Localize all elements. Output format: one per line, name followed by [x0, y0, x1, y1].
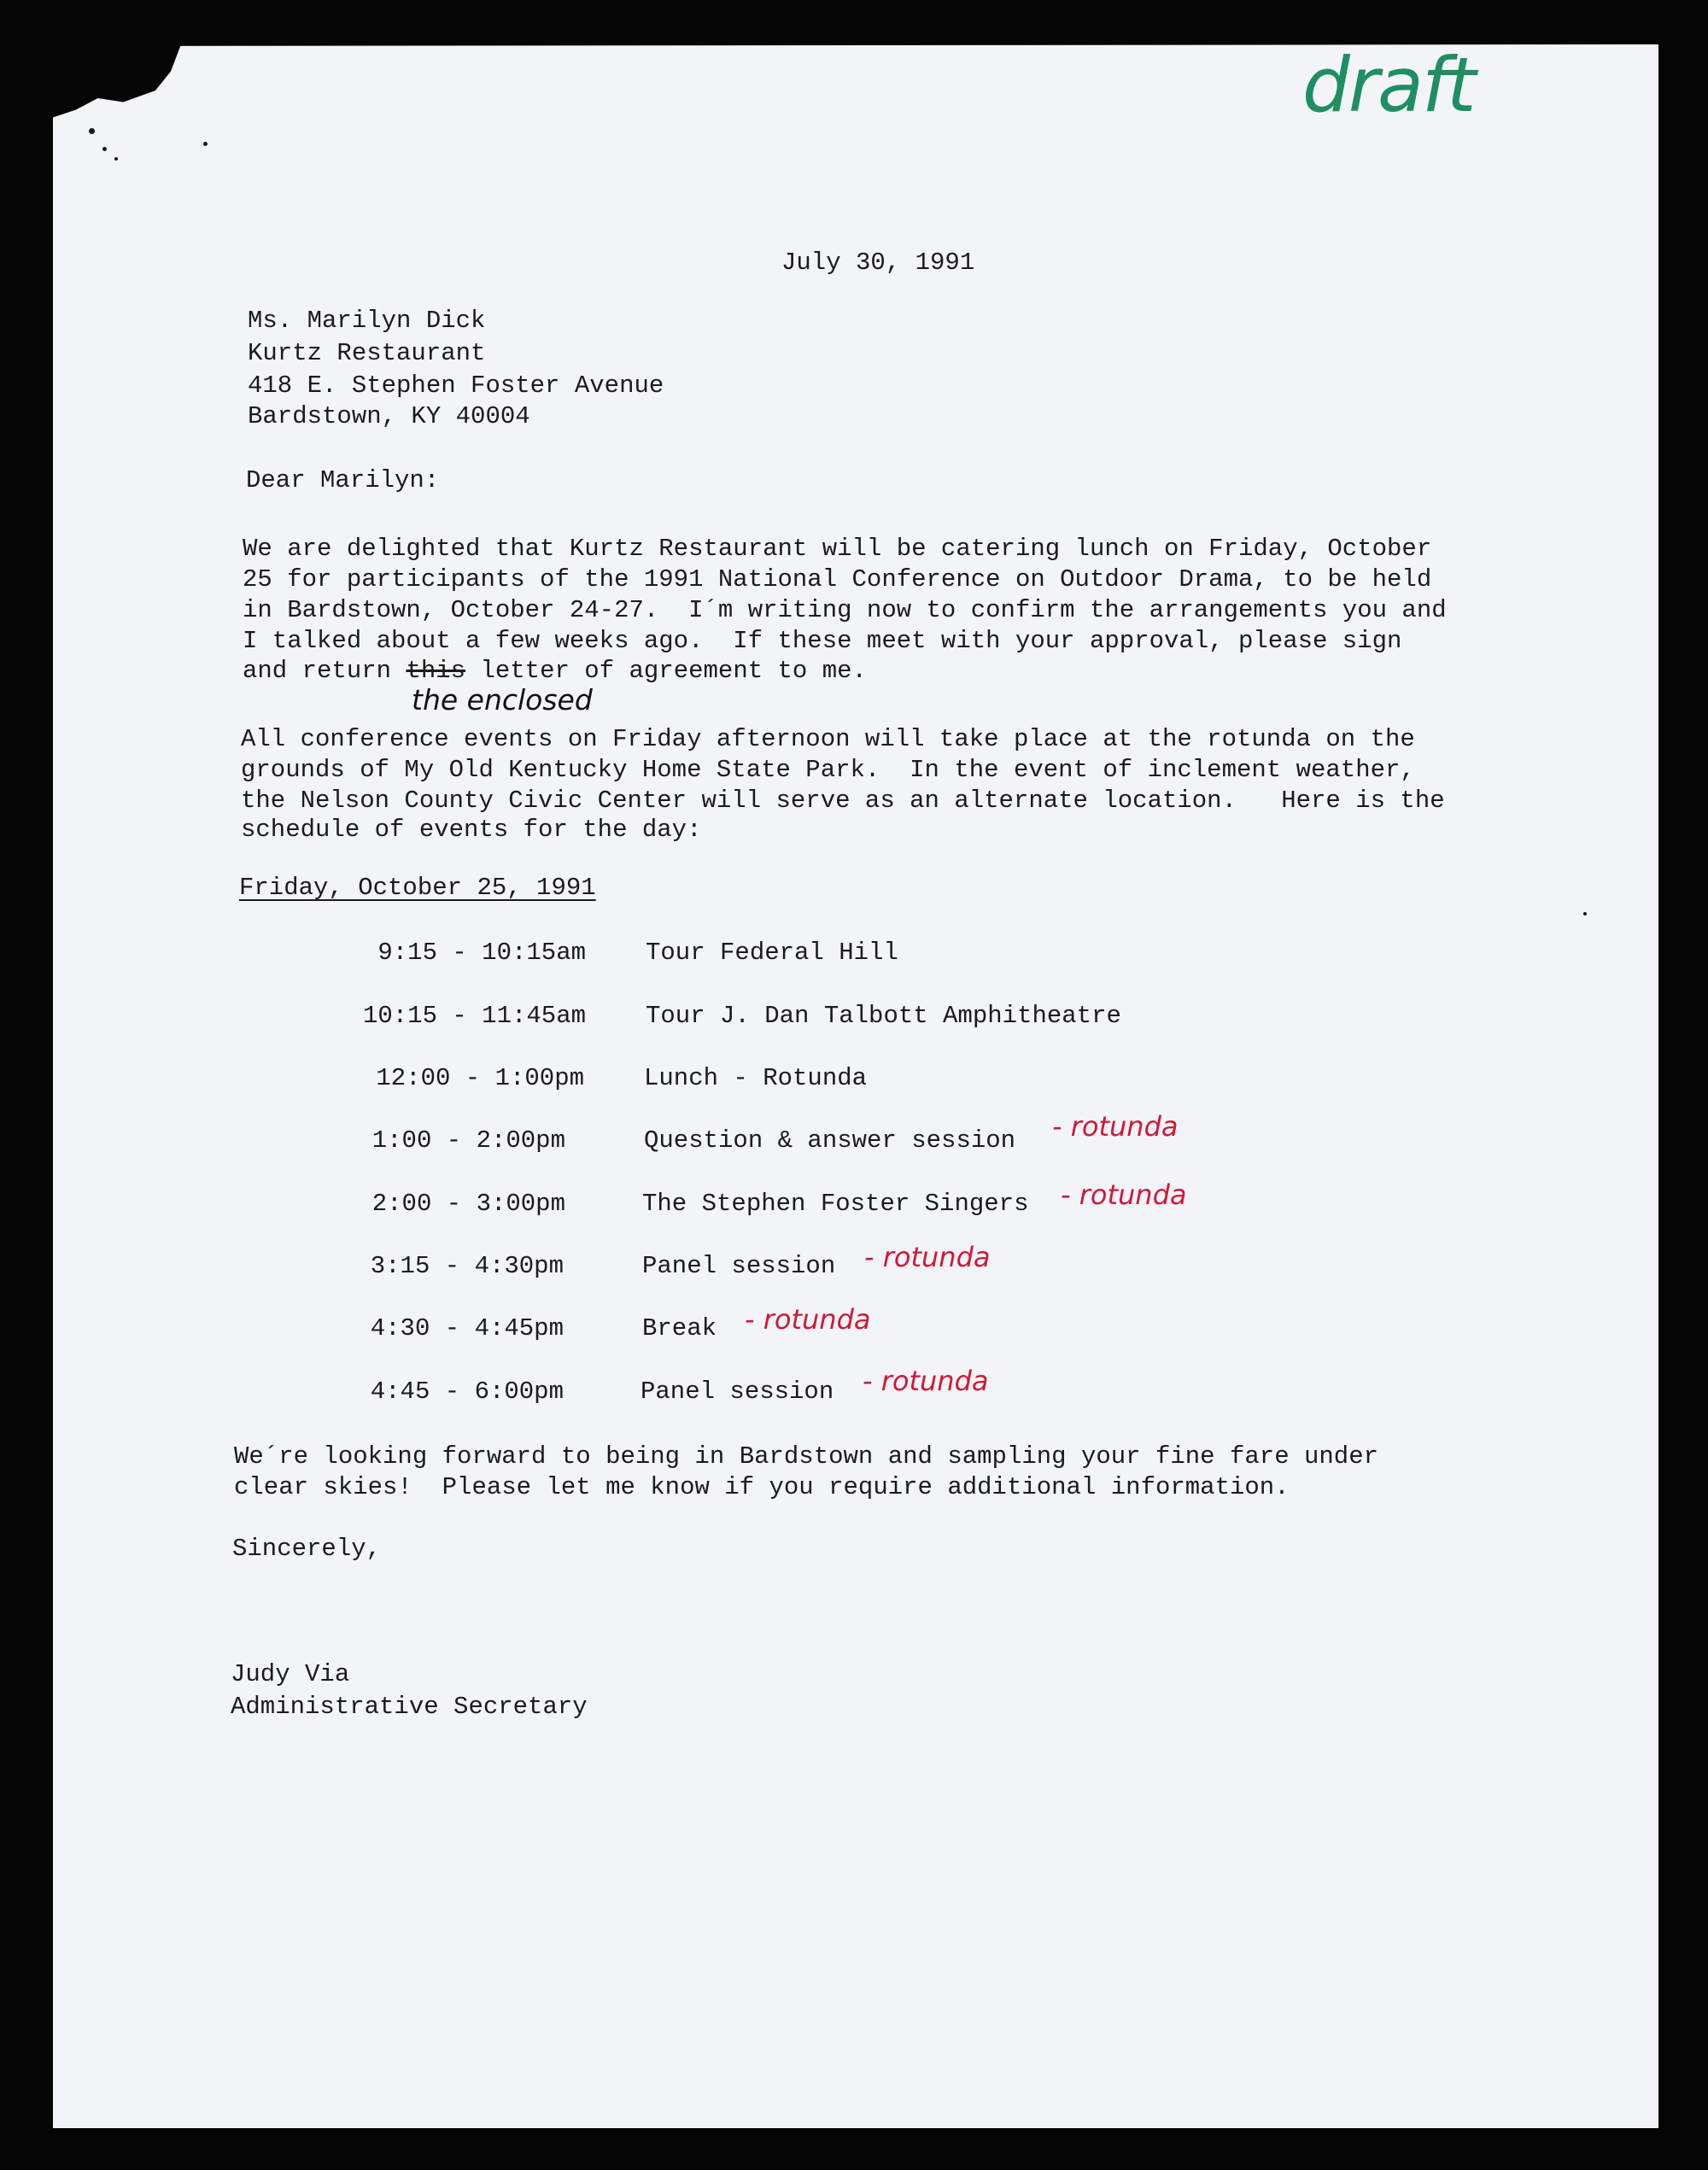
- recipient-company: Kurtz Restaurant: [248, 339, 486, 367]
- paper-speck: [89, 128, 95, 134]
- struck-word: this: [406, 657, 466, 685]
- paragraph1-line2: 25 for participants of the 1991 National Conference on Outdoor Drama, to be held: [243, 565, 1432, 594]
- schedule-event: Break: [642, 1314, 717, 1342]
- schedule-event: Panel session: [640, 1377, 834, 1406]
- schedule-row: [0, 1179, 1708, 1223]
- schedule-event: Question & answer session: [644, 1126, 1016, 1155]
- signer-name: Judy Via: [231, 1660, 350, 1688]
- schedule-time: 4:30 - 4:45pm: [370, 1314, 564, 1342]
- schedule-event: The Stephen Foster Singers: [642, 1190, 1029, 1218]
- schedule-time: 4:45 - 6:00pm: [370, 1377, 564, 1406]
- paper-speck: [203, 142, 208, 146]
- schedule-time: 1:00 - 2:00pm: [371, 1126, 565, 1155]
- paragraph1-line4: I talked about a few weeks ago. If these meet with your approval, please sign: [243, 627, 1402, 655]
- paragraph1-line5: [243, 656, 867, 686]
- handwritten-insertion: the enclosed: [412, 683, 593, 717]
- closing-line2: clear skies! Please let me know if you require additional information.: [234, 1473, 1290, 1501]
- rotunda-annotation: - rotunda: [745, 1303, 871, 1336]
- rotunda-annotation: - rotunda: [1061, 1179, 1187, 1211]
- schedule-time: 10:15 - 11:45am: [362, 1002, 586, 1030]
- rotunda-annotation: - rotunda: [1052, 1110, 1179, 1143]
- paper-speck: [114, 157, 118, 161]
- paragraph2-line4: schedule of events for the day:: [241, 816, 702, 844]
- draft-annotation: draft: [1302, 41, 1475, 129]
- schedule-time: 9:15 - 10:15am: [377, 939, 586, 967]
- schedule-time: 3:15 - 4:30pm: [370, 1252, 564, 1280]
- signer-title: Administrative Secretary: [231, 1693, 588, 1721]
- line5-end: letter of agreement to me.: [465, 657, 867, 685]
- schedule-time: 12:00 - 1:00pm: [376, 1064, 584, 1092]
- paragraph1-line3: in Bardstown, October 24-27. I´m writing now to confirm the arrangements you and: [243, 596, 1447, 624]
- schedule-heading: Friday, October 25, 1991: [239, 874, 596, 902]
- paper-speck: [1583, 912, 1587, 915]
- paragraph2-line3: the Nelson County Civic Center will serve as an alternate location. Here is the: [241, 787, 1445, 815]
- schedule-event: Panel session: [642, 1252, 836, 1280]
- recipient-city: Bardstown, KY 40004: [248, 402, 530, 430]
- paragraph1-line1: We are delighted that Kurtz Restaurant will be catering lunch on Friday, October: [243, 535, 1432, 563]
- paper-speck: [102, 147, 107, 151]
- schedule-row: [0, 938, 1708, 972]
- schedule-row: [0, 1241, 1708, 1285]
- closing-salutation: Sincerely,: [232, 1535, 382, 1563]
- recipient-name: Ms. Marilyn Dick: [248, 307, 486, 335]
- schedule-time: 2:00 - 3:00pm: [371, 1190, 565, 1218]
- line5-start: and return: [243, 657, 407, 685]
- closing-line1: We´re looking forward to being in Bardstown and sampling your fine fare under: [234, 1442, 1379, 1471]
- schedule-event: Tour J. Dan Talbott Amphitheatre: [646, 1002, 1121, 1030]
- schedule-event: Lunch - Rotunda: [644, 1064, 868, 1092]
- rotunda-annotation: - rotunda: [863, 1365, 989, 1397]
- paragraph2-line1: All conference events on Friday afternoon will take place at the rotunda on the: [241, 725, 1415, 753]
- schedule-row: [0, 1063, 1708, 1097]
- paragraph2-line2: grounds of My Old Kentucky Home State Park. In the event of inclement weather,: [241, 756, 1415, 784]
- schedule-row: [0, 1365, 1708, 1411]
- recipient-street: 418 E. Stephen Foster Avenue: [248, 371, 664, 400]
- schedule-row: [0, 1303, 1708, 1348]
- letter-date: July 30, 1991: [781, 249, 975, 277]
- schedule-row: [0, 1110, 1708, 1160]
- rotunda-annotation: - rotunda: [864, 1241, 991, 1273]
- salutation: Dear Marilyn:: [246, 466, 440, 494]
- schedule-event: Tour Federal Hill: [646, 939, 898, 967]
- schedule-row: [0, 1001, 1708, 1035]
